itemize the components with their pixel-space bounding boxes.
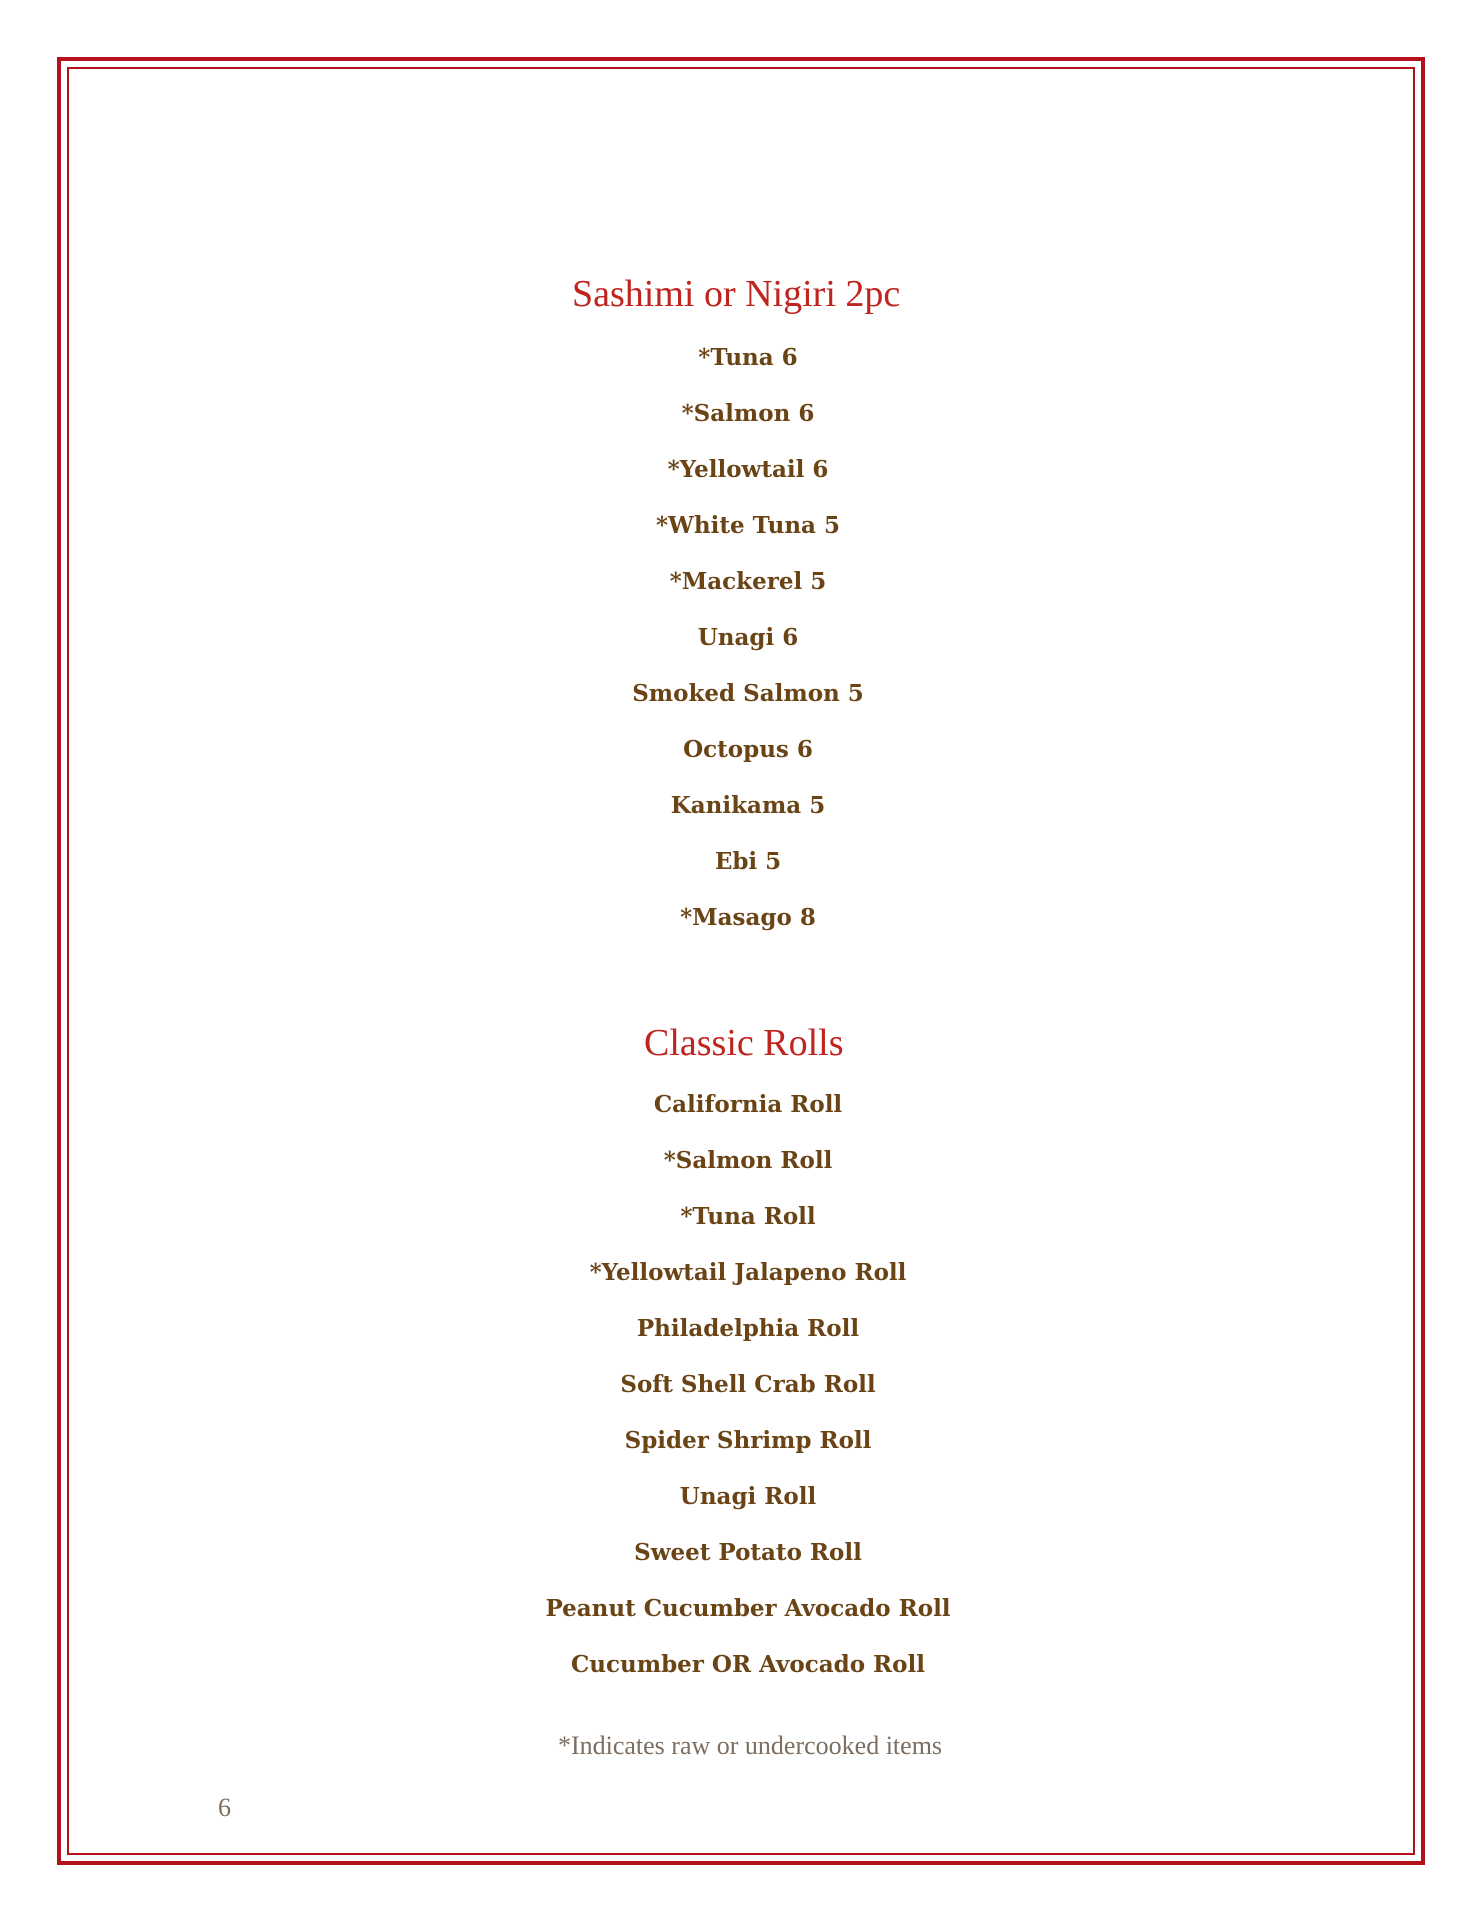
page-number: 6 [218, 1793, 231, 1822]
raw-items-footnote: *Indicates raw or undercooked items [557, 1731, 943, 1760]
menu-item: *Tuna 6 [698, 344, 798, 371]
menu-item: *Mackerel 5 [669, 568, 827, 595]
menu-item: Soft Shell Crab Roll [620, 1371, 876, 1398]
menu-item: Kanikama 5 [670, 792, 826, 819]
menu-item: Philadelphia Roll [636, 1315, 860, 1342]
menu-item: Octopus 6 [683, 736, 813, 763]
menu-item: Smoked Salmon 5 [632, 680, 864, 707]
menu-item: Unagi Roll [679, 1483, 817, 1510]
menu-item: *Yellowtail Jalapeno Roll [589, 1259, 907, 1286]
menu-item: Ebi 5 [714, 848, 782, 875]
menu-item: *Masago 8 [680, 904, 816, 931]
menu-item: Peanut Cucumber Avocado Roll [545, 1595, 951, 1622]
sashimi-nigiri-heading: Sashimi or Nigiri 2pc [572, 273, 901, 315]
menu-item: *Yellowtail 6 [667, 456, 829, 483]
menu-item: Unagi 6 [697, 624, 799, 651]
menu-item: Sweet Potato Roll [634, 1539, 862, 1566]
classic-rolls-heading: Classic Rolls [644, 1022, 844, 1064]
sashimi-nigiri-list [6, 330, 1484, 946]
menu-item: *Salmon Roll [663, 1147, 833, 1174]
classic-rolls-list [6, 1077, 1484, 1693]
menu-item: California Roll [653, 1091, 843, 1118]
menu-item: Spider Shrimp Roll [624, 1427, 872, 1454]
menu-item: *Salmon 6 [681, 400, 815, 427]
menu-item: Cucumber OR Avocado Roll [571, 1651, 925, 1678]
menu-item: *Tuna Roll [680, 1203, 816, 1230]
menu-item: *White Tuna 5 [656, 512, 840, 539]
